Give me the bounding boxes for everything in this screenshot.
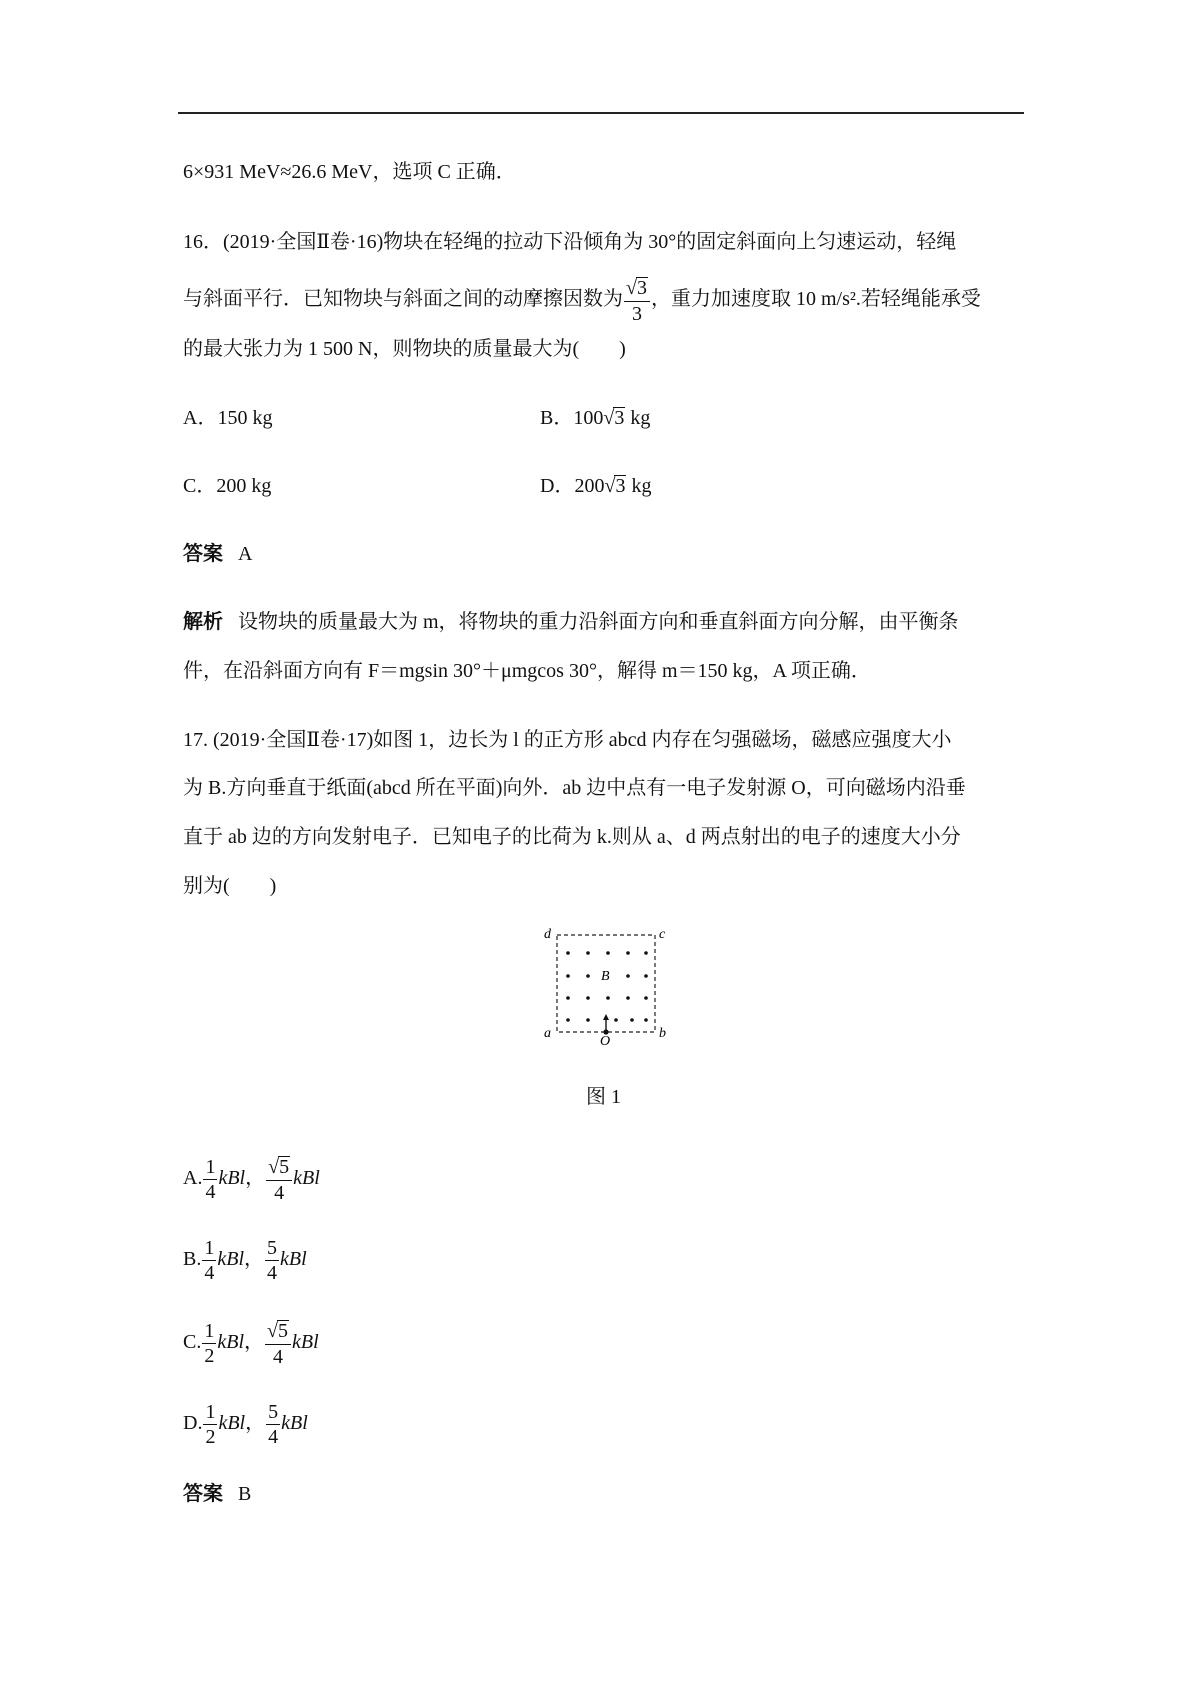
q16-line-2 xyxy=(183,277,981,324)
q16-option-d-rad: 3 xyxy=(615,475,626,497)
radical-sign: √ xyxy=(267,1320,278,1342)
answer-label: 答案 xyxy=(183,1483,223,1505)
analysis-text-1: 设物块的质量最大为 m，将物块的重力沿斜面方向和垂直斜面方向分解，由平衡条 xyxy=(238,611,959,633)
q16-option-c xyxy=(183,472,271,500)
q16-analysis-2 xyxy=(183,657,871,685)
den: 4 xyxy=(274,1182,285,1204)
unit: kBl xyxy=(218,1412,246,1435)
label-O: O xyxy=(600,1034,611,1045)
q16-text-1: 16．(2019·全国Ⅱ卷·16)物块在轻绳的拉动下沿倾角为 30°的固定斜面向上匀速运动，轻绳 xyxy=(183,231,957,253)
label-d: d xyxy=(544,927,551,942)
q16-option-b-pre: B．100 xyxy=(540,407,604,429)
mu-numerator: 3 xyxy=(636,277,647,299)
num: 1 xyxy=(204,1320,215,1342)
q17-option-b xyxy=(183,1238,307,1283)
answer-label: 答案 xyxy=(183,543,223,565)
q17-line-4 xyxy=(183,872,276,900)
mu-fraction xyxy=(624,277,650,324)
solution-tail xyxy=(183,158,516,186)
q16-text-2b: ，重力加速度取 10 m/s².若轻绳能承受 xyxy=(650,288,981,311)
q16-option-b-rad: 3 xyxy=(614,407,625,429)
num: 5 xyxy=(268,1401,279,1423)
den: 2 xyxy=(205,1426,216,1448)
q16-line-3 xyxy=(183,335,626,363)
radical-sign: √ xyxy=(626,277,637,299)
q16-text-2: 与斜面平行．已知物块与斜面之间的动摩擦因数为 xyxy=(183,288,623,311)
q16-line-1 xyxy=(183,228,956,256)
option-letter: B. xyxy=(183,1248,202,1271)
answer-value: B xyxy=(238,1483,252,1505)
radical-sign: √ xyxy=(604,475,616,497)
den: 4 xyxy=(204,1262,215,1284)
fraction-1 xyxy=(202,1238,216,1283)
den: 4 xyxy=(268,1426,279,1448)
den: 4 xyxy=(205,1181,216,1203)
num: 1 xyxy=(204,1237,215,1259)
label-b: b xyxy=(659,1026,666,1041)
den: 4 xyxy=(272,1346,283,1368)
fraction-2 xyxy=(265,1238,279,1283)
q17-text-4: 别为( ) xyxy=(183,875,277,897)
num: 5 xyxy=(267,1237,277,1259)
figure-caption xyxy=(586,1080,621,1109)
q17-line-2 xyxy=(183,774,966,802)
unit: kBl xyxy=(293,1167,320,1190)
unit: kBl xyxy=(218,1167,246,1190)
den: 2 xyxy=(204,1345,215,1367)
q17-text-2: 为 B.方向垂直于纸面(abcd 所在平面)向外．ab 边中点有一电子发射源 O，可向磁场内沿垂 xyxy=(183,777,966,799)
label-a: a xyxy=(544,1026,551,1041)
comma: ， xyxy=(245,1167,266,1190)
q16-option-b-unit: kg xyxy=(625,407,651,429)
analysis-text-2: 件，在沿斜面方向有 F＝mgsin 30°＋μmgcos 30°，解得 m＝150 kg，A 项正确． xyxy=(183,660,871,682)
num: 5 xyxy=(277,1320,288,1342)
q16-option-d-pre: D．200 xyxy=(540,475,605,497)
q16-option-d-unit: kg xyxy=(626,475,652,497)
unit: kBl xyxy=(280,1248,307,1271)
fraction-2 xyxy=(266,1402,280,1447)
label-B: B xyxy=(601,969,610,984)
answer-value: A xyxy=(238,543,253,565)
unit: kBl xyxy=(281,1412,308,1435)
arrow-head xyxy=(603,1014,609,1020)
q17-line-3 xyxy=(183,823,961,851)
option-letter: C. xyxy=(183,1331,202,1354)
analysis-label: 解析 xyxy=(183,611,223,633)
unit: kBl xyxy=(217,1248,244,1271)
q16-option-b xyxy=(540,404,650,432)
q16-option-a-text: A．150 kg xyxy=(183,407,273,429)
q17-option-d xyxy=(183,1402,308,1447)
q16-text-3: 的最大张力为 1 500 N，则物块的质量最大为( ) xyxy=(183,338,626,360)
q17-text-3: 直于 ab 边的方向发射电子．已知电子的比荷为 k.则从 a、d 两点射出的电子的速度大小分 xyxy=(183,826,961,848)
q17-option-a xyxy=(183,1156,320,1203)
fraction-1 xyxy=(203,1402,217,1447)
fraction-2 xyxy=(266,1156,292,1203)
den: 4 xyxy=(267,1262,277,1284)
unit: kBl xyxy=(217,1331,244,1354)
radical-sign: √ xyxy=(268,1156,280,1178)
q17-option-c xyxy=(183,1320,319,1367)
label-c: c xyxy=(659,927,666,942)
comma: ， xyxy=(245,1412,266,1435)
solution-tail-text: 6×931 MeV≈26.6 MeV，选项 C 正确． xyxy=(183,161,516,183)
magnetic-field-figure xyxy=(540,920,670,1045)
num: 1 xyxy=(205,1156,216,1178)
fraction-1 xyxy=(203,1157,217,1202)
field-dots xyxy=(566,951,648,1022)
num: 1 xyxy=(205,1401,216,1423)
q16-answer xyxy=(183,540,252,568)
num: 5 xyxy=(279,1156,290,1178)
figure-caption-text: 图 1 xyxy=(586,1086,621,1108)
unit: kBl xyxy=(291,1331,319,1354)
comma: ， xyxy=(244,1331,264,1354)
q16-option-d xyxy=(540,472,651,500)
fraction-1 xyxy=(202,1321,216,1366)
option-letter: A. xyxy=(183,1167,203,1190)
q17-line-1 xyxy=(183,726,952,754)
radical-sign: √ xyxy=(603,407,615,429)
q16-analysis-1 xyxy=(183,608,959,636)
comma: ， xyxy=(244,1248,264,1271)
header-rule xyxy=(178,112,1024,114)
q17-text-1: 17. (2019·全国Ⅱ卷·17)如图 1，边长为 l 的正方形 abcd 内存在匀强磁场，磁感应强度大小 xyxy=(183,729,952,751)
fraction-2 xyxy=(265,1320,291,1367)
q17-answer xyxy=(183,1480,251,1508)
q16-option-a xyxy=(183,404,272,432)
option-letter: D. xyxy=(183,1412,203,1435)
mu-denominator: 3 xyxy=(631,303,642,325)
q16-option-c-text: C．200 kg xyxy=(183,475,272,497)
